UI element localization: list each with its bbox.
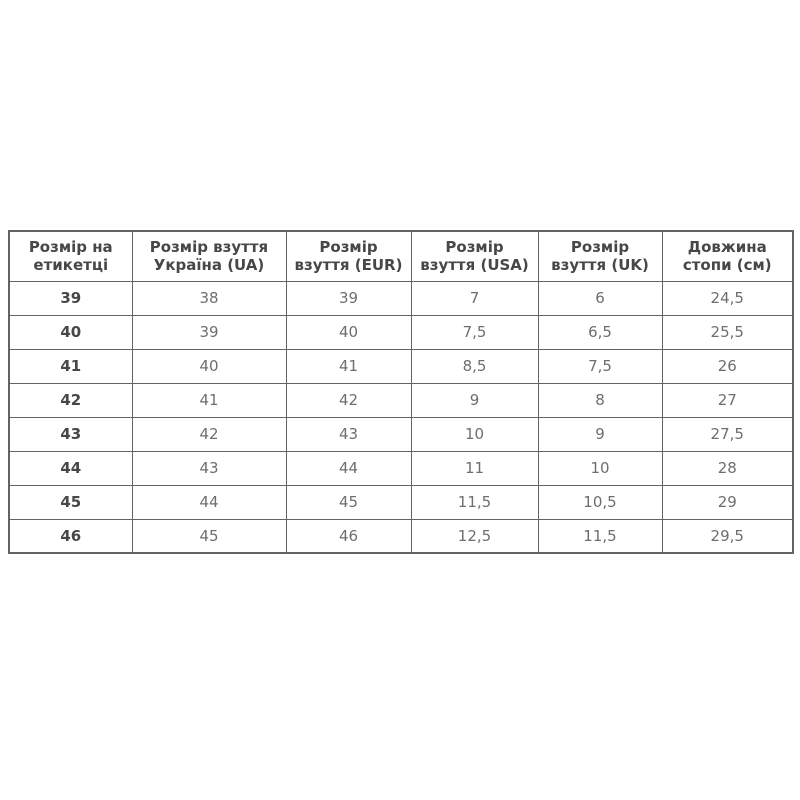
table-row <box>9 383 793 417</box>
cell-foot-length: 29,5 <box>662 519 793 553</box>
cell-ua-size: 41 <box>132 383 286 417</box>
cell-usa-size: 8,5 <box>411 349 538 383</box>
cell-usa-size: 11,5 <box>411 485 538 519</box>
header-line: стопи (см) <box>682 256 772 275</box>
cell-uk-size: 7,5 <box>538 349 662 383</box>
cell-foot-length: 27 <box>662 383 793 417</box>
cell-foot-length: 29 <box>662 485 793 519</box>
header-line: етикетці <box>33 256 109 275</box>
cell-ua-size: 43 <box>132 451 286 485</box>
cell-usa-size: 7 <box>411 281 538 315</box>
cell-foot-length: 26 <box>662 349 793 383</box>
header-line: взуття (EUR) <box>294 256 403 275</box>
cell-label-size: 46 <box>9 519 132 553</box>
header-line: взуття (UK) <box>551 256 649 275</box>
cell-foot-length: 25,5 <box>662 315 793 349</box>
cell-eur-size: 45 <box>286 485 411 519</box>
cell-eur-size: 39 <box>286 281 411 315</box>
table-row <box>9 451 793 485</box>
col-header-label-size <box>9 231 132 281</box>
header-line: Розмір <box>445 237 504 256</box>
cell-ua-size: 42 <box>132 417 286 451</box>
col-header-foot-length <box>662 231 793 281</box>
table-row <box>9 485 793 519</box>
cell-foot-length: 24,5 <box>662 281 793 315</box>
cell-eur-size: 40 <box>286 315 411 349</box>
cell-eur-size: 42 <box>286 383 411 417</box>
cell-eur-size: 44 <box>286 451 411 485</box>
cell-uk-size: 8 <box>538 383 662 417</box>
cell-label-size: 45 <box>9 485 132 519</box>
col-header-uk-size <box>538 231 662 281</box>
header-line: Україна (UA) <box>153 256 265 275</box>
cell-label-size: 42 <box>9 383 132 417</box>
cell-uk-size: 10 <box>538 451 662 485</box>
header-line: Розмір на <box>28 237 113 256</box>
cell-usa-size: 7,5 <box>411 315 538 349</box>
cell-uk-size: 10,5 <box>538 485 662 519</box>
header-line: взуття (USA) <box>420 256 529 275</box>
cell-uk-size: 6 <box>538 281 662 315</box>
header-line: Розмір взуття <box>149 237 269 256</box>
cell-ua-size: 39 <box>132 315 286 349</box>
cell-eur-size: 46 <box>286 519 411 553</box>
table-row <box>9 349 793 383</box>
shoe-size-conversion-table <box>8 230 794 554</box>
col-header-ua-size <box>132 231 286 281</box>
cell-usa-size: 9 <box>411 383 538 417</box>
cell-uk-size: 9 <box>538 417 662 451</box>
header-line: Розмір <box>570 237 630 256</box>
cell-label-size: 39 <box>9 281 132 315</box>
cell-uk-size: 6,5 <box>538 315 662 349</box>
cell-ua-size: 44 <box>132 485 286 519</box>
cell-label-size: 44 <box>9 451 132 485</box>
col-header-usa-size <box>411 231 538 281</box>
cell-eur-size: 41 <box>286 349 411 383</box>
cell-ua-size: 40 <box>132 349 286 383</box>
cell-label-size: 43 <box>9 417 132 451</box>
cell-ua-size: 45 <box>132 519 286 553</box>
cell-label-size: 41 <box>9 349 132 383</box>
table-header-row <box>9 231 793 281</box>
table-row <box>9 281 793 315</box>
cell-uk-size: 11,5 <box>538 519 662 553</box>
cell-ua-size: 38 <box>132 281 286 315</box>
cell-usa-size: 11 <box>411 451 538 485</box>
table-row <box>9 519 793 553</box>
table-row <box>9 315 793 349</box>
header-line: Розмір <box>319 237 378 256</box>
cell-foot-length: 27,5 <box>662 417 793 451</box>
cell-label-size: 40 <box>9 315 132 349</box>
cell-foot-length: 28 <box>662 451 793 485</box>
cell-usa-size: 10 <box>411 417 538 451</box>
table-row <box>9 417 793 451</box>
header-line: Довжина <box>687 237 767 256</box>
cell-eur-size: 43 <box>286 417 411 451</box>
cell-usa-size: 12,5 <box>411 519 538 553</box>
col-header-eur-size <box>286 231 411 281</box>
